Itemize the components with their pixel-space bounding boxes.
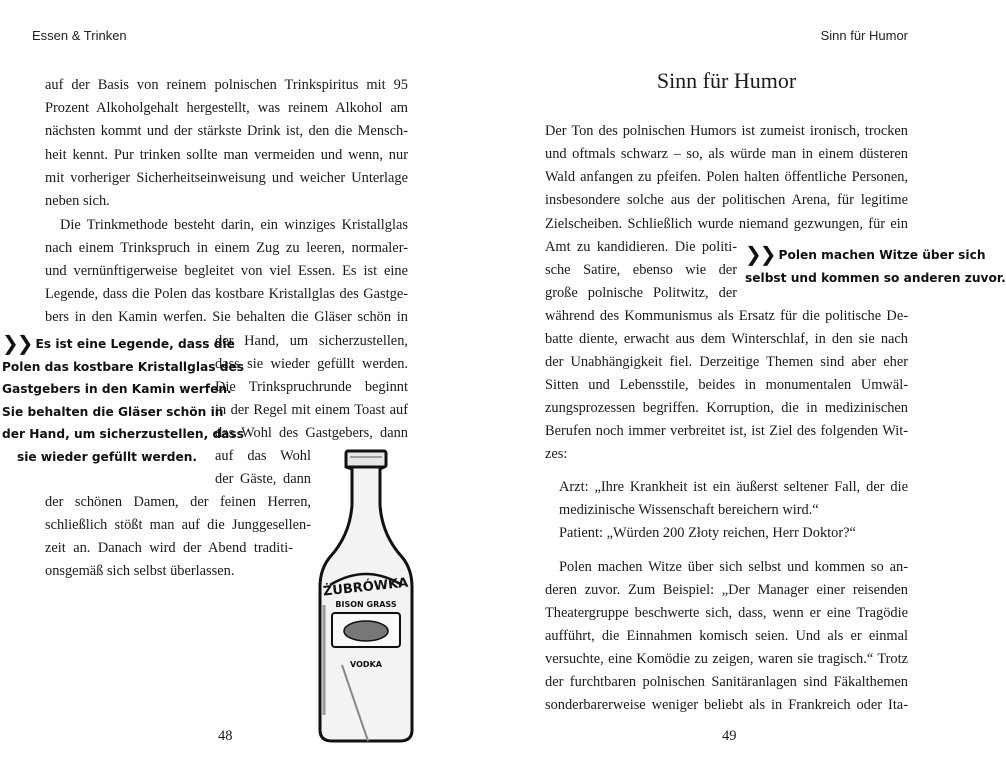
text-line: zes: — [545, 446, 568, 462]
text-line: der furchtbaren polnischen Sanitäranlagen sind Fäkalthemen — [545, 674, 908, 690]
bottle-sub: BISON GRASS — [335, 600, 397, 609]
text-line: große polnische Politwitz, der — [545, 285, 737, 301]
text-line: das Wohl des Gastgebers, dann — [215, 425, 408, 441]
dialog-line: medizinische Wissenschaft bereichern wird.“ — [559, 502, 819, 518]
text-line: onsgemäß sich selbst überlassen. — [45, 563, 235, 579]
vodka-bottle-illustration — [310, 445, 425, 745]
text-line: insbesondere solche aus der politischen Arena, für legitime — [545, 192, 908, 208]
text-line: und oftmals schwarz – so, als würde man in einem düsteren — [545, 146, 908, 162]
text-line: Sitten und Lebensstile, beides in monumentalen Umwäl- — [545, 377, 908, 393]
double-chevron-icon: ❯❯ — [2, 331, 32, 355]
bison-icon — [344, 621, 388, 641]
pull-quote-left: ❯❯ Es ist eine Legende, dass die Polen das kostbare Kristallglas des Gastgebers in den Kamin werfen. Sie behalten die Gläser schön in der Hand, um sicherzustellen, dass sie wieder gefüllt werden. — [2, 331, 244, 464]
text-line: der Gäste, dann — [215, 471, 311, 487]
text-line: neben sich. — [45, 193, 110, 209]
text-line: zungsprozessen begriffen. Korruption, die in medizinischen — [545, 400, 908, 416]
text-line: nächsten kommt und der stärkste Drink ist, den die Mensch- — [45, 123, 408, 139]
text-line: Die Trinkmethode besteht darin, ein winziges Kristallglas — [60, 217, 408, 233]
text-line: aufführt, die Einnahmen komisch seien. Und als er einmal — [545, 628, 908, 644]
bottle-type: VODKA — [350, 660, 382, 669]
text-line: Theatergruppe beschwerte sich, dass, wenn er eine Tragödie — [545, 605, 908, 621]
text-line: nach einem Trinkspruch in einem Zug zu leeren, normaler- — [45, 240, 408, 256]
dialog-line: Arzt: „Ihre Krankheit ist ein äußerst seltener Fall, der die — [559, 479, 908, 495]
text-line: sche Satire, ebenso wie der — [545, 262, 737, 278]
dialog-line: Patient: „Würden 200 Złoty reichen, Herr Doktor?“ — [559, 525, 856, 541]
bottle-brand: ŻUBRÓWKA — [322, 575, 409, 600]
text-line: deren zuvor. Zum Beispiel: „Der Manager einer reisenden — [545, 582, 908, 598]
text-line: Prozent Alkoholgehalt hergestellt, was reinem Alkohol am — [45, 100, 408, 116]
text-line: batte diente, erwacht aus dem Winterschlaf, in den sie nach — [545, 331, 908, 347]
text-line: in der Regel mit einem Toast auf — [215, 402, 408, 418]
text-line: Wald anfangen zu pfeifen. Polen halten öffentliche Personen, — [545, 169, 908, 185]
text-line: Die Trinkspruchrunde beginnt — [215, 379, 408, 395]
text-line: der schönen Damen, der feinen Herren, — [45, 494, 311, 510]
page-number-left: 48 — [218, 728, 233, 744]
text-line: während des Kommunismus als Ersatz für die politische De- — [545, 308, 908, 324]
running-header-right: Sinn für Humor — [820, 28, 908, 43]
text-line: der Hand, um sicherzustellen, — [215, 333, 408, 349]
text-line: heit kennt. Pur trinken sollte man vermeiden und wenn, nur — [45, 147, 408, 163]
text-line: zeit an. Danach wird der Abend traditi- — [45, 540, 293, 556]
text-line: auf das Wohl — [215, 448, 311, 464]
text-line: versuchte, eine Komödie zu zeigen, waren sie tragisch.“ Trotz — [545, 651, 908, 667]
text-line: der Unabhängigkeit fiel. Derzeitige Themen sind aber eher — [545, 354, 908, 370]
text-line: Zielscheiben. Schließlich wurde niemand gezwungen, für ein — [545, 216, 908, 232]
text-line: bers in den Kamin werfen. Sie behalten die Gläser schön in — [45, 309, 408, 325]
text-line: mit vorheriger Sicherheitseinweisung und weicher Unterlage — [45, 170, 408, 186]
text-line: Legende, dass die Polen das kostbare Kristallglas des Gastge- — [45, 286, 408, 302]
text-line: Polen machen Witze über sich selbst und kommen so an- — [559, 559, 908, 575]
page-title: Sinn für Humor — [656, 68, 797, 93]
pull-quote-right: ❯❯ Polen machen Witze über sich selbst und kommen so anderen zuvor. — [745, 242, 1006, 285]
text-line: Der Ton des polnischen Humors ist zumeist ironisch, trocken — [545, 123, 908, 139]
text-line: sonderbarerweise weniger beliebt als in Frankreich oder Ita- — [545, 697, 908, 713]
text-line: Berufen noch immer verbreitet ist, ist Ziel des folgenden Wit- — [545, 423, 908, 439]
text-line: und vernünftigerweise begleitet von viel Essen. Es ist eine — [45, 263, 408, 279]
double-chevron-icon: ❯❯ — [745, 242, 775, 266]
text-line: Amt zu kandidieren. Die politi- — [545, 239, 737, 255]
running-header-left: Essen & Trinken — [32, 28, 127, 43]
text-line: auf der Basis von reinem polnischen Trinkspiritus mit 95 — [45, 77, 408, 93]
text-line: schließlich stößt man auf die Junggesellen- — [45, 517, 311, 533]
page-number-right: 49 — [722, 728, 737, 744]
text-line: dass sie wieder gefüllt werden. — [215, 356, 408, 372]
